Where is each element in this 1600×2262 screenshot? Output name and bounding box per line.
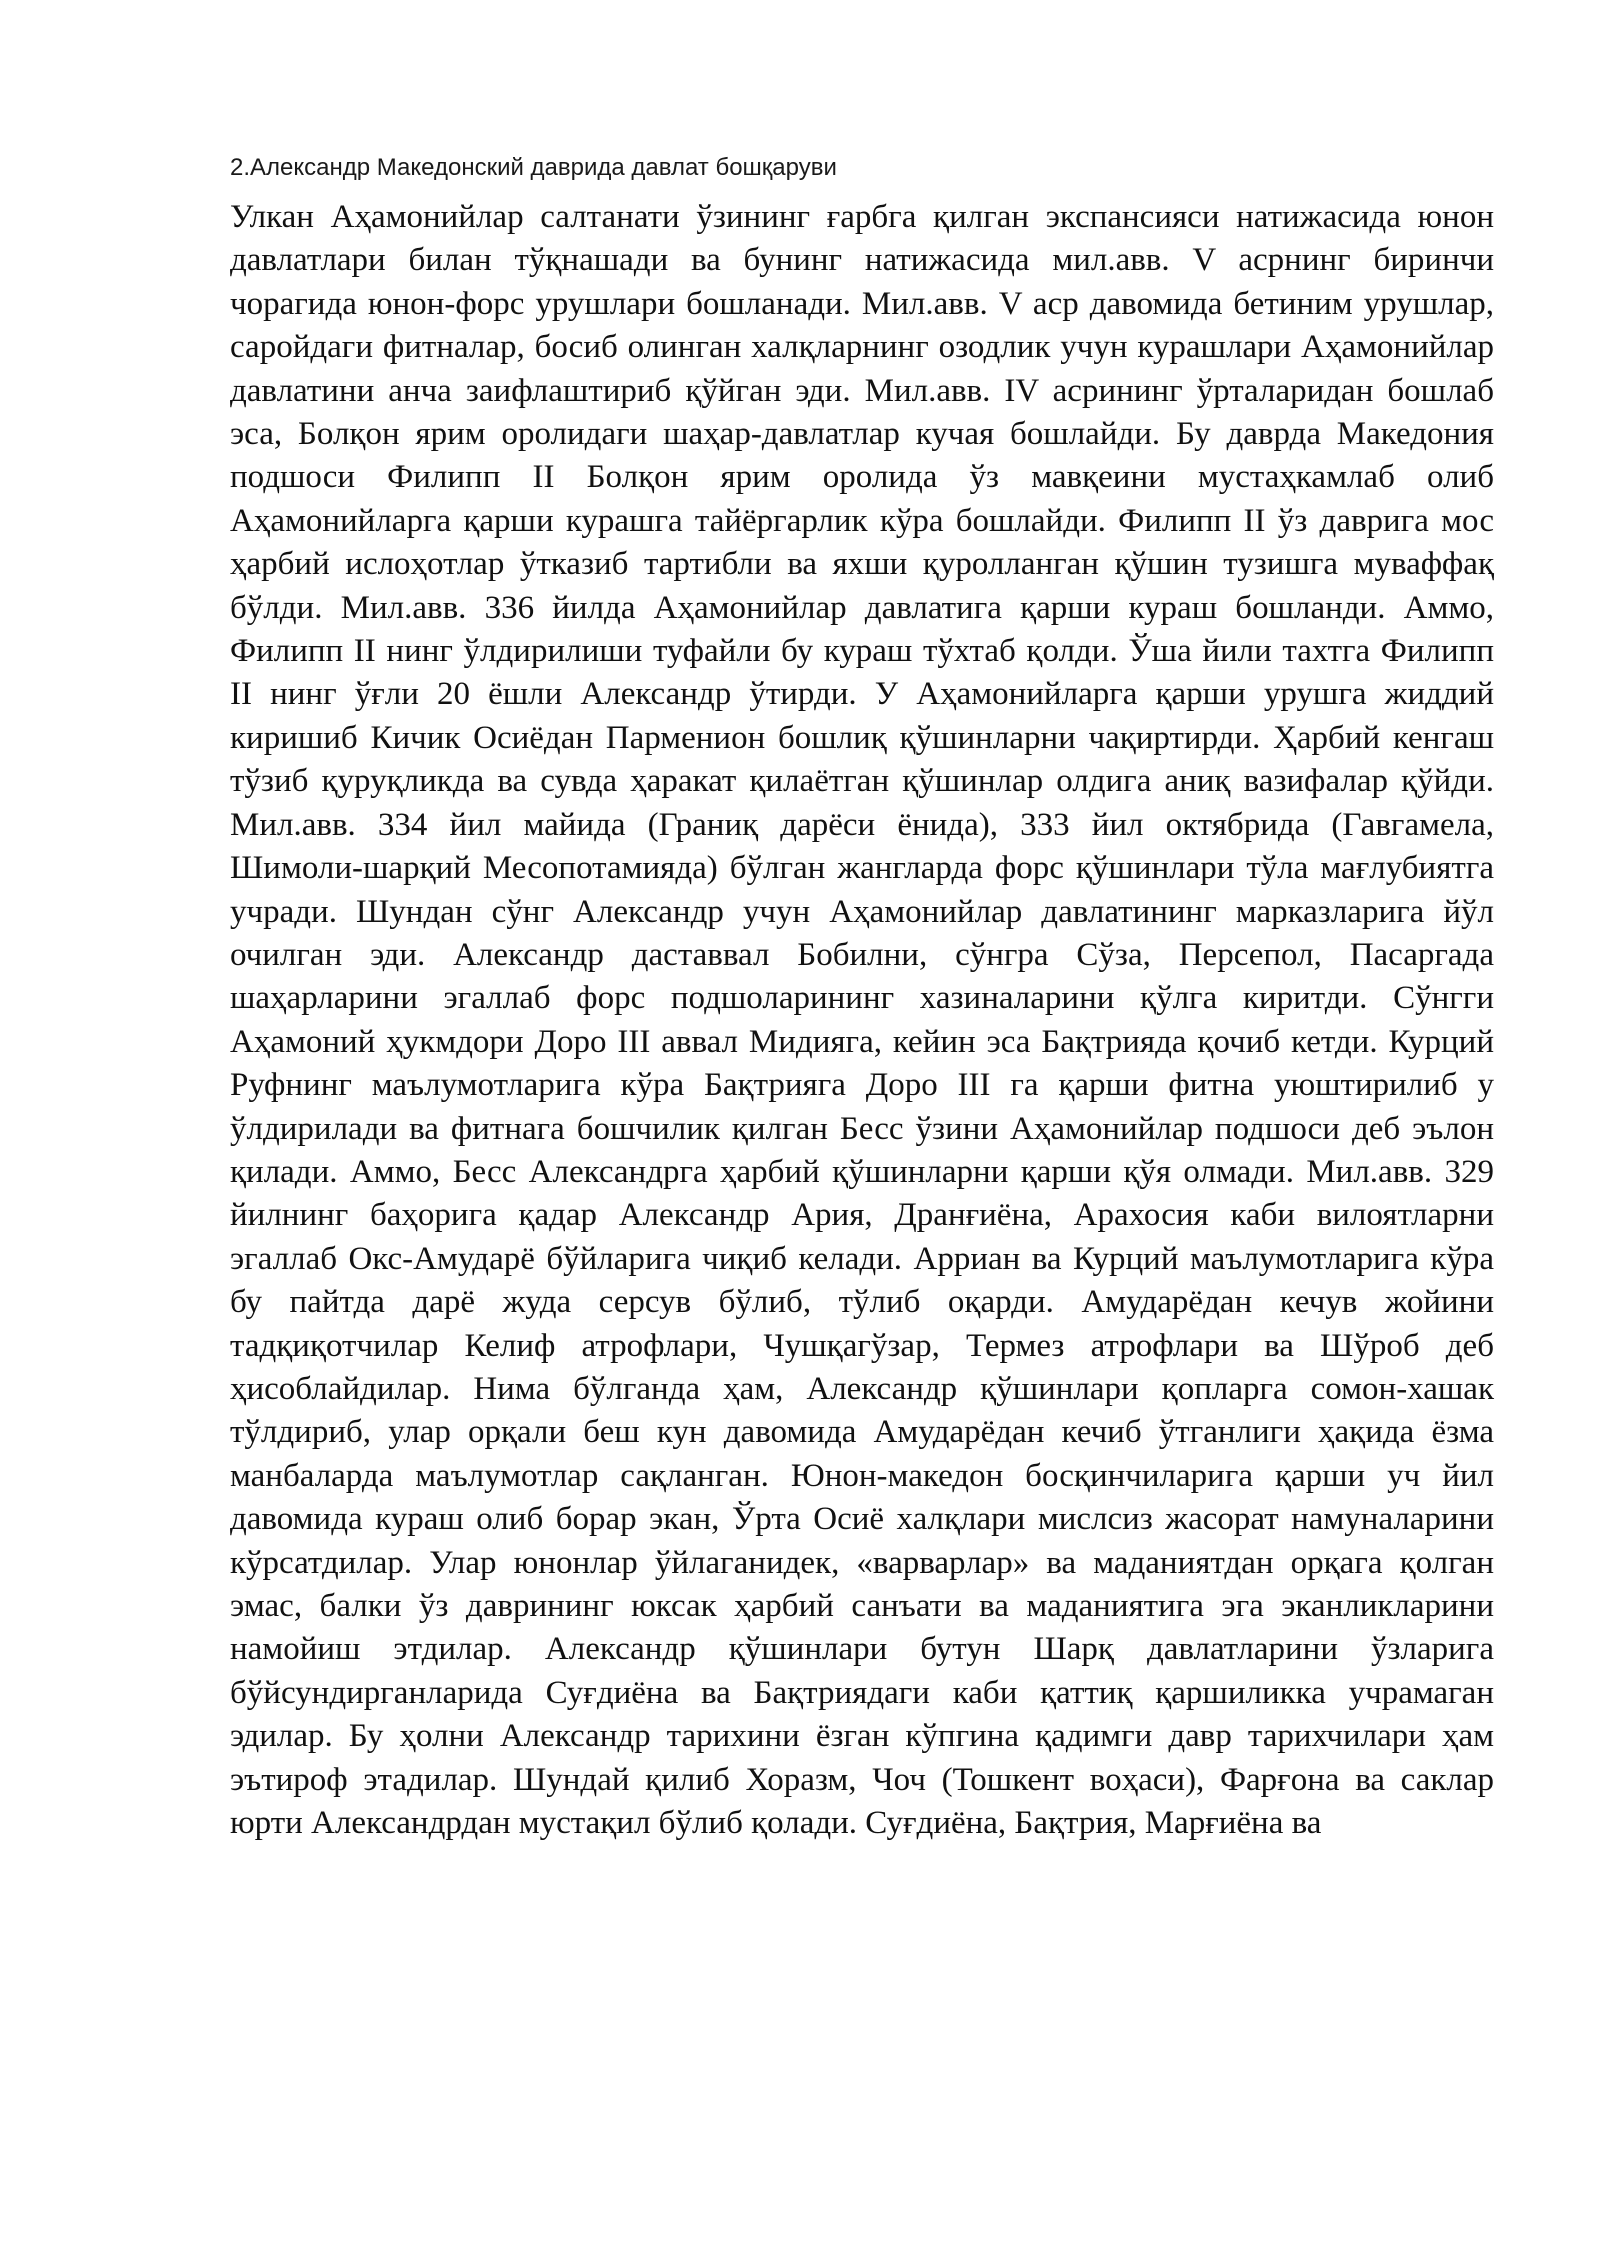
- body-paragraph: Улкан Аҳамонийлар салтанати ўзининг ғарбга қилган экспансияси натижасида юнон давлатлари билан тўқнашади ва бунинг натижасида мил.авв. V асрнинг биринчи чорагида юнон-форс урушлари бошланади. Мил.авв. V аср давомида бетиним урушлар, саройдаги фитналар, босиб олинган халқларнинг озодлик учун курашлари Аҳамонийлар давлатини анча заифлаштириб қўйган эди. Мил.авв. IV асрининг ўрталаридан бошлаб эса, Болқон ярим оролидаги шаҳар-давлатлар кучая бошлайди. Бу даврда Македония подшоси Филипп II Болқон ярим оролида ўз мавқеини мустаҳкамлаб олиб Аҳамонийларга қарши курашга тайёргарлик кўра бошлайди. Филипп II ўз даврига мос ҳарбий ислоҳотлар ўтказиб тартибли ва яхши қуролланган қўшин тузишга муваффақ бўлди. Мил.авв. 336 йилда Аҳамонийлар давлатига қарши кураш бошланди. Аммо, Филипп II нинг ўлдирилиши туфайли бу кураш тўхтаб қолди. Ўша йили тахтга Филипп II нинг ўғли 20 ёшли Александр ўтирди. У Аҳамонийларга қарши урушга жиддий киришиб Кичик Осиёдан Парменион бошлиқ қўшинларни чақиртирди. Ҳарбий кенгаш тўзиб қуруқликда ва сувда ҳаракат қилаётган қўшинлар олдига аниқ вазифалар қўйди. Мил.авв. 334 йил майида (Граниқ дарёси ёнида), 333 йил октябрида (Гавгамела, Шимоли-шарқий Месопотамияда) бўлган жангларда форс қўшинлари тўла мағлубиятга учради. Шундан сўнг Александр учун Аҳамонийлар давлатининг марказларига йўл очилган эди. Александр даставвал Бобилни, сўнгра Сўза, Персепол, Пасаргада шаҳарларини эгаллаб форс подшоларининг хазиналарини қўлга киритди. Сўнгги Аҳамоний ҳукмдори Доро III аввал Мидияга, кейин эса Бақтрияда қочиб кетди. Курций Руфнинг маълумотларига кўра Бақтрияга Доро III га қарши фитна уюштирилиб у ўлдирилади ва фитнага бошчилик қилган Бесс ўзини Аҳамонийлар подшоси деб эълон қилади. Аммо, Бесс Александрга ҳарбий қўшинларни қарши қўя олмади. Мил.авв. 329 йилнинг баҳорига қадар Александр Ария, Дранғиёна, Арахосия каби вилоятларни эгаллаб Окс-Амударё бўйларига чиқиб келади. Арриан ва Курций маълумотларига кўра бу пайтда дарё жуда серсув бўлиб, тўлиб оқарди. Амударёдан кечув жойини тадқиқотчилар Келиф атрофлари, Чушқагўзар, Термез атрофлари ва Шўроб деб ҳисоблайдилар. Нима бўлганда ҳам, Александр қўшинлари қопларга сомон-хашак тўлдириб, улар орқали беш кун давомида Амударёдан кечиб ўтганлиги ҳақида ёзма манбаларда маълумотлар сақланган. Юнон-македон босқинчиларига қарши уч йил давомида кураш олиб борар экан, Ўрта Осиё халқлари мислсиз жасорат намуналарини кўрсатдилар. Улар юнонлар ўйлаганидек, «варварлар» ва маданиятдан орқага қолган эмас, балки ўз даврининг юксак ҳарбий санъати ва маданиятига эга эканликларини намойиш этдилар. Александр қўшинлари бутун Шарқ давлатларини ўзларига бўйсундирганларида Суғдиёна ва Бақтриядаги каби қаттиқ қаршиликка учрамаган эдилар. Бу ҳолни Александр тарихини ёзган кўпгина қадимги давр тарихчилари ҳам эътироф этадилар. Шундай қилиб Хоразм, Чоч (Тошкент воҳаси), Фарғона ва саклар юрти Александрдан мустақил бўлиб қолади. Суғдиёна, Бақтрия, Марғиёна ва: [230, 199, 1494, 1842]
- section-heading: 2.Александр Македонский даврида давлат бошқаруви: [230, 154, 837, 181]
